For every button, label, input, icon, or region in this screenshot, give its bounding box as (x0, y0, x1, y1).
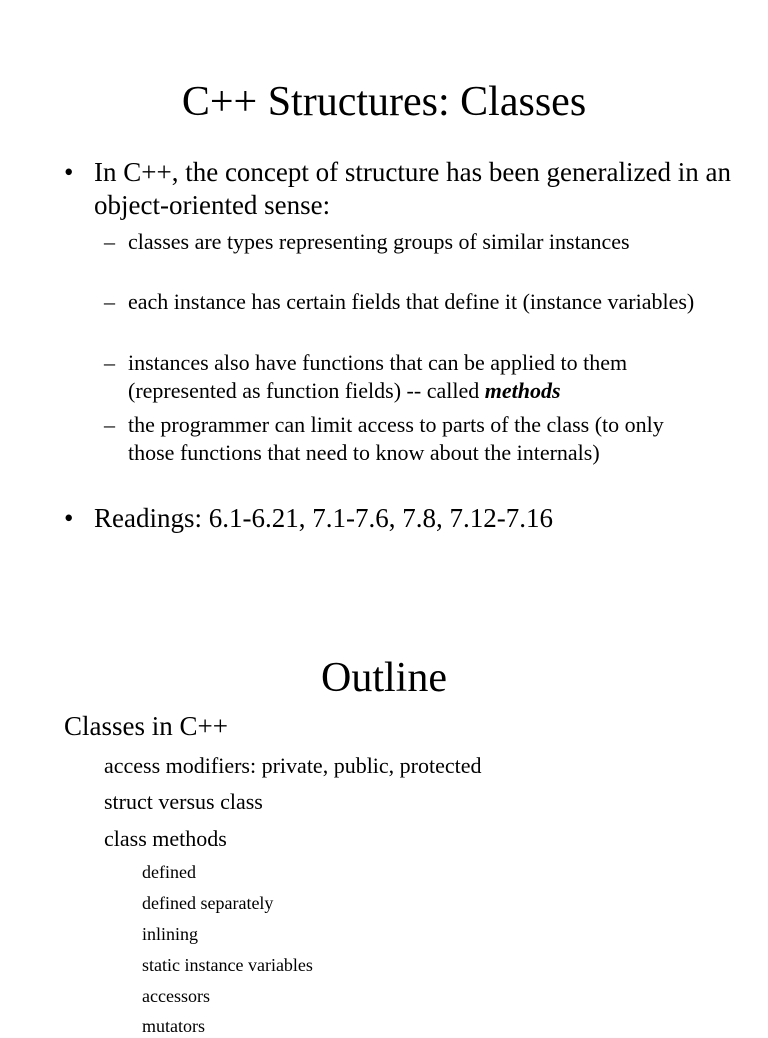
bullet-text: Readings: 6.1-6.21, 7.1-7.6, 7.8, 7.12-7.16 (94, 503, 553, 533)
subbullet-instance-functions (104, 349, 714, 405)
subbullet-dash: – (104, 229, 115, 254)
bullet-text: In C++, the concept of structure has been generalized in an object-oriented sense: (94, 157, 731, 220)
subbullet-text: each instance has certain fields that define it (instance variables) (128, 289, 695, 314)
bullet-dot: • (64, 503, 74, 533)
outline-classes-in-cpp: Classes in C++ (64, 711, 228, 741)
bullet-readings (64, 502, 744, 535)
bullet-structure-generalized (64, 156, 744, 222)
outline-accessors: accessors (142, 986, 210, 1006)
outline-access-modifiers: access modifiers: private, public, protected (104, 753, 482, 778)
outline-defined: defined (142, 862, 196, 882)
subbullet-text-wrapper (128, 349, 714, 405)
bullet-dot: • (64, 157, 74, 187)
subbullet-text: instances also have functions that can be applied to them (represented as function fields) -- called (128, 350, 628, 403)
outline-struct-vs-class: struct versus class (104, 789, 263, 814)
subbullet-text: classes are types representing groups of similar instances (128, 229, 630, 254)
subbullet-text: the programmer can limit access to parts of the class (to only those functions that need to know about the internals) (128, 412, 664, 465)
slide-title-classes: C++ Structures: Classes (181, 79, 587, 125)
methods-emphasis: methods (484, 378, 561, 403)
slide-title-outline: Outline (321, 655, 447, 701)
subbullet-dash: – (104, 289, 115, 314)
outline-defined-separately: defined separately (142, 893, 274, 913)
subbullet-dash: – (104, 350, 115, 375)
outline-static-instance-variables: static instance variables (142, 955, 313, 975)
subbullet-dash: – (104, 412, 115, 437)
outline-class-methods: class methods (104, 826, 227, 851)
outline-inlining: inlining (142, 924, 199, 944)
subbullet-classes-types (104, 228, 714, 256)
subbullet-limit-access (104, 411, 714, 467)
subbullet-instance-fields (104, 288, 714, 316)
outline-mutators: mutators (142, 1016, 205, 1036)
